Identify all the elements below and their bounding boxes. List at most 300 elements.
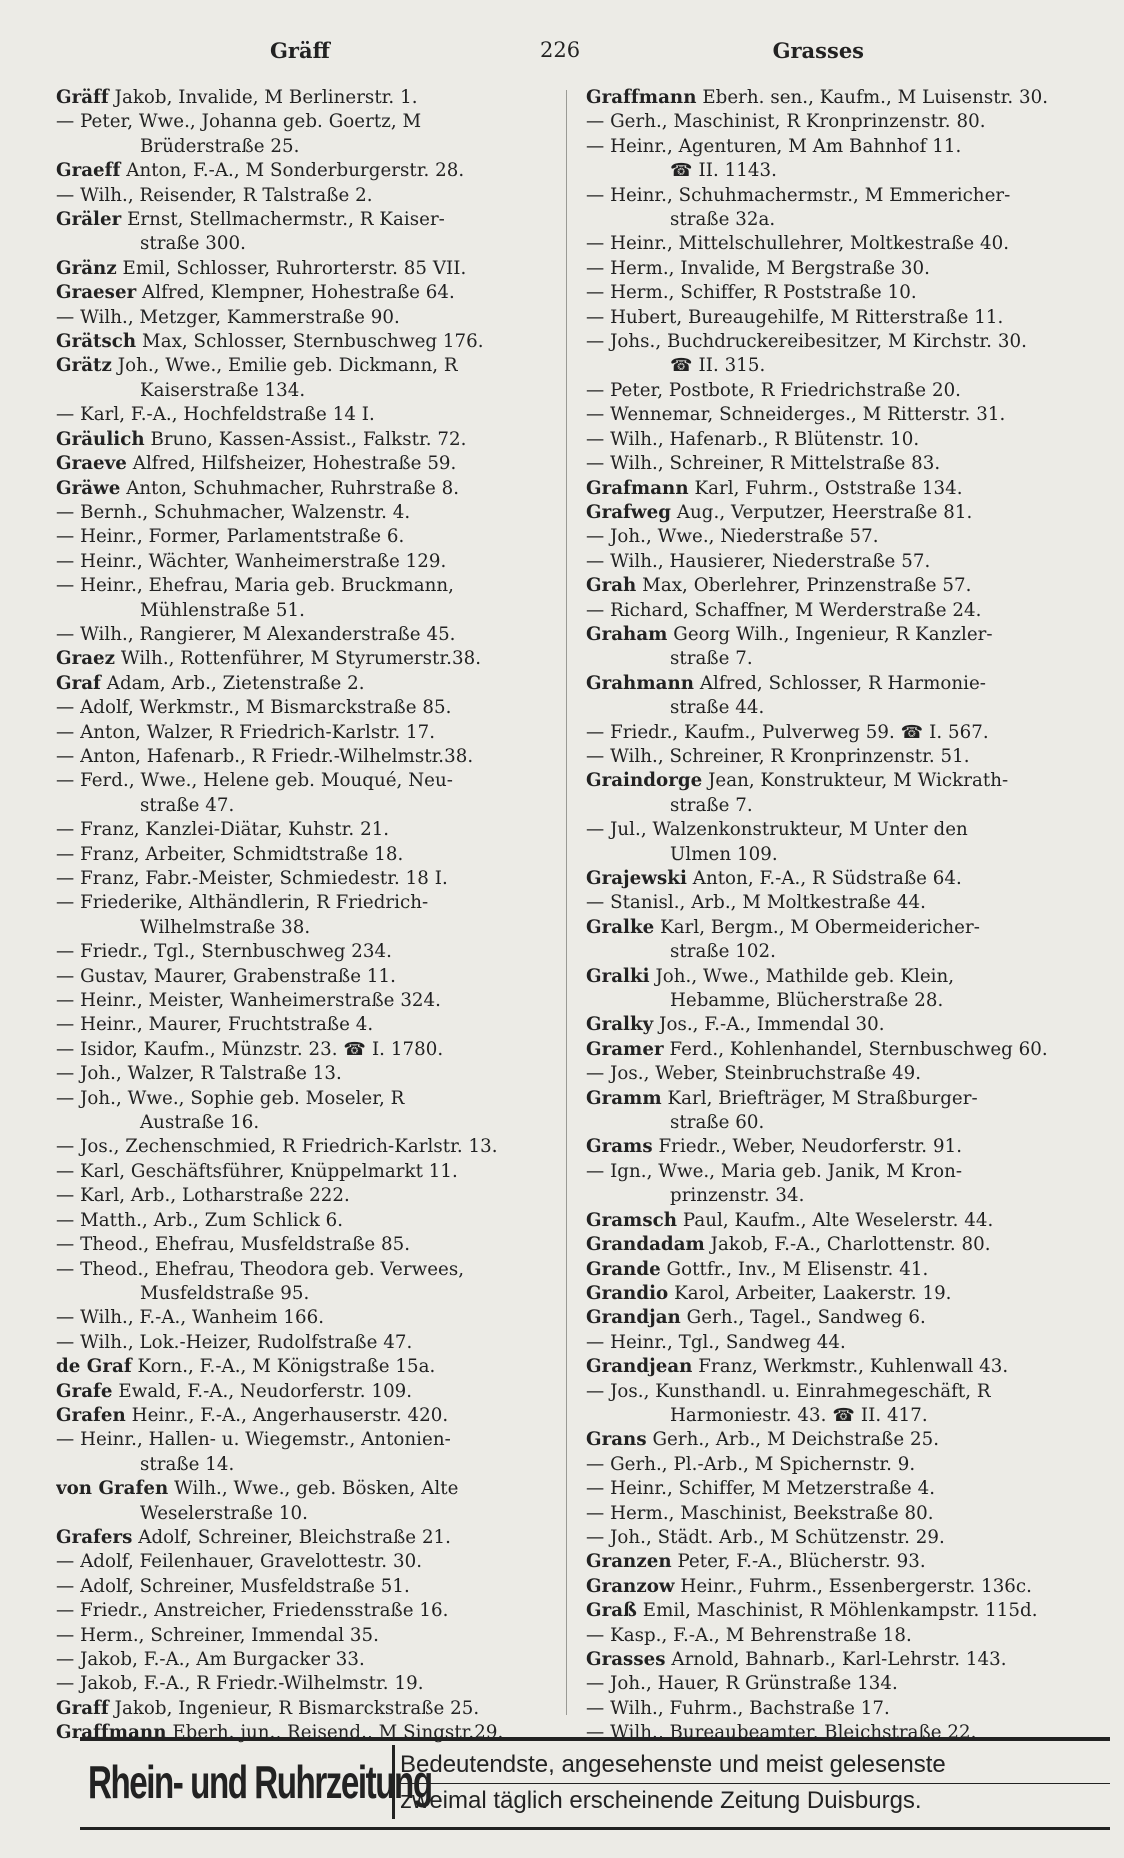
directory-entry — [56, 1697, 556, 1721]
directory-entry — [586, 1599, 1086, 1623]
directory-entry — [56, 647, 556, 671]
entry-surname: Gramer — [586, 1038, 664, 1060]
header-right-keyword: Grasses — [772, 38, 864, 63]
directory-entry — [56, 379, 556, 403]
entry-text: Alfred, Hilfsheizer, Hohestraße 59. — [126, 453, 457, 475]
entry-text: Emil, Maschinist, R Möhlenkampstr. 115d. — [636, 1600, 1038, 1622]
directory-entry — [586, 1624, 1086, 1648]
header-left-keyword: Gräff — [270, 38, 330, 63]
entry-surname: Gralki — [586, 965, 650, 987]
directory-entry — [586, 428, 1086, 452]
directory-entry — [586, 843, 1086, 867]
directory-entry — [586, 1526, 1086, 1550]
directory-entry — [586, 891, 1086, 915]
entry-text: — Adolf, Schreiner, Musfeldstraße 51. — [56, 1575, 410, 1597]
directory-entry — [56, 769, 556, 793]
directory-entry — [56, 306, 556, 330]
directory-entry — [586, 599, 1086, 623]
entry-text: Karol, Arbeiter, Laakerstr. 19. — [668, 1282, 952, 1304]
directory-entry — [586, 965, 1086, 989]
directory-entry — [56, 1038, 556, 1062]
entry-surname: Graham — [586, 623, 668, 645]
directory-entry — [56, 1380, 556, 1404]
entry-text: — Wilh., Reisender, R Talstraße 2. — [56, 184, 373, 206]
entry-text: Jean, Konstrukteur, M Wickrath- — [702, 770, 1009, 792]
entry-text: — Johs., Buchdruckereibesitzer, M Kirchstr. 30. — [586, 331, 1027, 353]
entry-text: Paul, Kaufm., Alte Weselerstr. 44. — [677, 1209, 994, 1231]
entry-text: — Ign., Wwe., Maria geb. Janik, M Kron- — [586, 1160, 963, 1182]
directory-entry — [586, 306, 1086, 330]
directory-entry — [56, 208, 556, 232]
entry-text: — Joh., Städt. Arb., M Schützenstr. 29. — [586, 1526, 945, 1548]
entry-text: — Heinr., Former, Parlamentstraße 6. — [56, 526, 405, 548]
entry-text: straße 60. — [670, 1112, 765, 1134]
directory-entry — [586, 281, 1086, 305]
directory-entry — [586, 769, 1086, 793]
entry-text: Max, Oberlehrer, Prinzenstraße 57. — [636, 575, 972, 597]
entry-text: — Franz, Kanzlei-Diätar, Kuhstr. 21. — [56, 819, 390, 841]
directory-entry — [56, 1087, 556, 1111]
entry-surname: Grafen — [56, 1404, 126, 1426]
directory-entry — [56, 1306, 556, 1330]
directory-entry — [56, 257, 556, 281]
directory-entry — [586, 379, 1086, 403]
entry-text: Gerh., Tagel., Sandweg 6. — [680, 1307, 926, 1329]
entry-surname: Graffmann — [586, 87, 697, 108]
entry-surname: Graeve — [56, 453, 127, 475]
directory-entry — [56, 989, 556, 1013]
entry-surname: Graf — [56, 672, 101, 694]
entry-text: — Jos., Kunsthandl. u. Einrahmegeschäft, R — [586, 1380, 991, 1402]
entry-text: Korn., F.-A., M Königstraße 15a. — [131, 1356, 436, 1378]
directory-entry — [56, 86, 556, 110]
directory-entry — [586, 1575, 1086, 1599]
entry-text: — Heinr., Schiffer, M Metzerstraße 4. — [586, 1478, 936, 1500]
directory-entry — [586, 1477, 1086, 1501]
entry-text: — Matth., Arb., Zum Schlick 6. — [56, 1209, 344, 1231]
directory-entry — [56, 745, 556, 769]
entry-text: Ulmen 109. — [670, 843, 778, 865]
entry-text: — Jos., Weber, Steinbruchstraße 49. — [586, 1063, 922, 1085]
directory-entry — [586, 110, 1086, 134]
directory-entry — [56, 1258, 556, 1282]
directory-entry — [586, 477, 1086, 501]
entry-text: — Heinr., Ehefrau, Maria geb. Bruckmann, — [56, 575, 454, 597]
directory-entry — [586, 672, 1086, 696]
entry-text: Wilh., Wwe., geb. Bösken, Alte — [168, 1478, 459, 1500]
entry-text: Anton, Schuhmacher, Ruhrstraße 8. — [120, 477, 460, 499]
directory-entry — [56, 843, 556, 867]
entry-text: — Richard, Schaffner, M Werderstraße 24. — [586, 599, 982, 621]
entry-text: — Herm., Invalide, M Bergstraße 30. — [586, 257, 930, 279]
directory-entry — [586, 647, 1086, 671]
entry-text: — Franz, Arbeiter, Schmidtstraße 18. — [56, 843, 404, 865]
directory-entry — [56, 965, 556, 989]
directory-entry — [56, 1575, 556, 1599]
directory-entry — [586, 1184, 1086, 1208]
directory-entry — [56, 794, 556, 818]
directory-entry — [56, 159, 556, 183]
entry-text: straße 44. — [670, 697, 765, 719]
entry-text: Joh., Wwe., Emilie geb. Dickmann, R — [111, 355, 458, 377]
entry-text: — Heinr., Schuhmachermstr., M Emmericher- — [586, 184, 1011, 206]
directory-entry — [56, 867, 556, 891]
directory-entry — [586, 916, 1086, 940]
entry-text: Anton, F.-A., M Sonderburgerstr. 28. — [120, 160, 465, 182]
entry-text: — Joh., Wwe., Sophie geb. Moseler, R — [56, 1087, 405, 1109]
directory-entry — [586, 1502, 1086, 1526]
entry-surname: Grafe — [56, 1380, 113, 1402]
directory-entry — [586, 1160, 1086, 1184]
directory-entry — [56, 1477, 556, 1501]
entry-text: — Jos., Zechenschmied, R Friedrich-Karlstr. 13. — [56, 1136, 498, 1158]
directory-entry — [56, 354, 556, 378]
entry-text: straße 14. — [140, 1453, 235, 1475]
directory-entry — [586, 1672, 1086, 1696]
directory-entry — [56, 501, 556, 525]
ad-slogan-line-2: zweimal täglich erscheinende Zeitung Duisburgs. — [400, 1787, 922, 1814]
directory-entry — [586, 184, 1086, 208]
entry-text: — Friedr., Tgl., Sternbuschweg 234. — [56, 941, 393, 963]
entry-surname: Graß — [586, 1600, 637, 1622]
entry-text: Gerh., Arb., M Deichstraße 25. — [646, 1429, 940, 1451]
entry-text: — Peter, Wwe., Johanna geb. Goertz, M — [56, 111, 422, 133]
entry-text: — Adolf, Feilenhauer, Gravelottestr. 30. — [56, 1551, 423, 1573]
entry-surname: Grandjan — [586, 1307, 681, 1329]
directory-entry — [56, 672, 556, 696]
directory-entry — [56, 1184, 556, 1208]
entry-surname: Grafmann — [586, 477, 689, 499]
directory-entry — [56, 477, 556, 501]
directory-entry — [56, 1648, 556, 1672]
entry-surname: de Graf — [56, 1356, 132, 1378]
entry-text: ☎ II. 1143. — [670, 160, 777, 182]
entry-surname: Graff — [56, 1697, 109, 1719]
entry-text: — Herm., Schreiner, Immendal 35. — [56, 1624, 380, 1646]
directory-entry — [56, 1135, 556, 1159]
directory-entry — [586, 354, 1086, 378]
entry-text: Joh., Wwe., Mathilde geb. Klein, — [649, 965, 955, 987]
entry-surname: Grätz — [56, 355, 112, 377]
entry-text: — Bernh., Schuhmacher, Walzenstr. 4. — [56, 501, 411, 523]
entry-surname: Graeff — [56, 160, 121, 182]
entry-text: Anton, F.-A., R Südstraße 64. — [686, 868, 962, 889]
entry-text: — Karl, Geschäftsführer, Knüppelmarkt 11. — [56, 1160, 458, 1182]
entry-surname: Grams — [586, 1136, 653, 1158]
entry-text: — Heinr., Hallen- u. Wiegemstr., Antonien- — [56, 1429, 451, 1451]
entry-text: Jos., F.-A., Immendal 30. — [653, 1014, 885, 1036]
directory-entry — [56, 1209, 556, 1233]
directory-entry — [586, 696, 1086, 720]
left-column — [56, 86, 556, 1746]
directory-entry — [586, 1135, 1086, 1159]
directory-entry — [56, 1331, 556, 1355]
entry-text: Georg Wilh., Ingenieur, R Kanzler- — [667, 623, 993, 645]
entry-text: Hebamme, Blücherstraße 28. — [670, 990, 944, 1012]
directory-entry — [56, 623, 556, 647]
entry-surname: Gräwe — [56, 477, 121, 499]
directory-entry — [56, 599, 556, 623]
entry-text: Adam, Arb., Zietenstraße 2. — [100, 672, 365, 694]
directory-entry — [56, 110, 556, 134]
entry-text: — Theod., Ehefrau, Theodora geb. Verwees, — [56, 1258, 465, 1280]
entry-text: Ernst, Stellmachermstr., R Kaiser- — [121, 209, 445, 231]
directory-entry — [56, 135, 556, 159]
directory-entry — [56, 1233, 556, 1257]
entry-text: — Friedr., Kaufm., Pulverweg 59. ☎ I. 567. — [586, 721, 989, 743]
entry-text: Ewald, F.-A., Neudorferstr. 109. — [112, 1380, 413, 1402]
directory-entry — [586, 1233, 1086, 1257]
directory-entry — [586, 525, 1086, 549]
directory-entry — [56, 574, 556, 598]
entry-surname: Graeser — [56, 282, 137, 304]
entry-text: — Karl, Arb., Lotharstraße 222. — [56, 1185, 350, 1207]
directory-entry — [56, 940, 556, 964]
entry-text: ☎ II. 315. — [670, 355, 766, 377]
directory-entry — [586, 940, 1086, 964]
directory-entry — [586, 501, 1086, 525]
entry-text: — Heinr., Mittelschullehrer, Moltkestraße 40. — [586, 233, 1010, 255]
entry-text: — Gerh., Maschinist, R Kronprinzenstr. 80. — [586, 111, 986, 133]
entry-text: — Joh., Hauer, R Grünstraße 134. — [586, 1673, 898, 1695]
entry-text: — Stanisl., Arb., M Moltkestraße 44. — [586, 892, 926, 914]
ad-slogan-line-1: Bedeutendste, angesehenste und meist gelesenste — [400, 1751, 1110, 1784]
entry-text: Peter, F.-A., Blücherstr. 93. — [671, 1551, 926, 1573]
entry-surname: Gramm — [586, 1087, 662, 1109]
entry-text: — Wilh., F.-A., Wanheim 166. — [56, 1307, 325, 1329]
page-header — [70, 38, 1064, 72]
directory-entry — [56, 916, 556, 940]
entry-text: straße 7. — [670, 648, 753, 670]
entry-text: Jakob, Invalide, M Berlinerstr. 1. — [108, 87, 418, 108]
directory-entry — [586, 550, 1086, 574]
directory-entry — [56, 1282, 556, 1306]
directory-entry — [56, 1428, 556, 1452]
entry-surname: Granzow — [586, 1575, 675, 1597]
entry-surname: Gräff — [56, 87, 109, 108]
entry-surname: Grah — [586, 575, 637, 597]
entry-surname: Grajewski — [586, 868, 687, 889]
entry-text: — Wilh., Schreiner, R Mittelstraße 83. — [586, 453, 941, 475]
directory-entry — [56, 721, 556, 745]
entry-text: Heinr., Fuhrm., Essenbergerstr. 136c. — [674, 1575, 1032, 1597]
directory-entry — [586, 1380, 1086, 1404]
entry-text: Jakob, Ingenieur, R Bismarckstraße 25. — [108, 1697, 480, 1719]
directory-entry — [56, 525, 556, 549]
directory-entry — [586, 745, 1086, 769]
directory-entry — [56, 696, 556, 720]
entry-text: — Heinr., Agenturen, M Am Bahnhof 11. — [586, 135, 962, 157]
entry-text: Gottfr., Inv., M Elisenstr. 41. — [660, 1258, 929, 1280]
entry-surname: Grande — [586, 1258, 661, 1280]
directory-entry — [56, 1111, 556, 1135]
entry-text: Bruno, Kassen-Assist., Falkstr. 72. — [144, 428, 467, 450]
directory-entry — [586, 1404, 1086, 1428]
directory-entry — [56, 1624, 556, 1648]
directory-entry — [56, 1526, 556, 1550]
directory-entry — [56, 1062, 556, 1086]
entry-text: — Gustav, Maurer, Grabenstraße 11. — [56, 965, 396, 987]
entry-text: Arnold, Bahnarb., Karl-Lehrstr. 143. — [665, 1649, 1007, 1670]
directory-entry — [56, 1550, 556, 1574]
directory-entry — [586, 257, 1086, 281]
directory-entry — [586, 1209, 1086, 1233]
directory-entry — [56, 232, 556, 256]
entry-text: — Wilh., Fuhrm., Bachstraße 17. — [586, 1697, 890, 1719]
directory-entry — [586, 1550, 1086, 1574]
entry-surname: Grasses — [586, 1649, 666, 1670]
entry-text: — Friederike, Althändlerin, R Friedrich- — [56, 892, 429, 914]
entry-text: — Heinr., Tgl., Sandweg 44. — [586, 1331, 846, 1353]
directory-entry — [586, 1331, 1086, 1355]
directory-entry — [586, 208, 1086, 232]
entry-text: prinzenstr. 34. — [670, 1185, 805, 1207]
entry-text: Karl, Briefträger, M Straßburger- — [661, 1087, 978, 1109]
entry-text: Jakob, F.-A., Charlottenstr. 80. — [704, 1234, 991, 1256]
entry-text: — Ferd., Wwe., Helene geb. Mouqué, Neu- — [56, 770, 453, 792]
entry-text: — Jakob, F.-A., Am Burgacker 33. — [56, 1649, 365, 1670]
entry-surname: Grans — [586, 1429, 647, 1451]
entry-text: straße 300. — [140, 233, 246, 255]
right-column — [586, 86, 1086, 1746]
entry-text: Ferd., Kohlenhandel, Sternbuschweg 60. — [663, 1038, 1048, 1060]
directory-entry — [586, 330, 1086, 354]
entry-text: Wilh., Rottenführer, M Styrumerstr.38. — [115, 648, 482, 670]
entry-text: straße 32a. — [670, 209, 776, 231]
entry-text: Eberh. sen., Kaufm., M Luisenstr. 30. — [696, 87, 1049, 108]
entry-surname: Graffmann — [56, 1722, 167, 1744]
entry-surname: von Grafen — [56, 1478, 169, 1500]
directory-entry — [56, 1404, 556, 1428]
entry-text: straße 7. — [670, 794, 753, 816]
directory-entry — [56, 818, 556, 842]
entry-text: — Wilh., Schreiner, R Kronprinzenstr. 51. — [586, 745, 970, 767]
entry-text: — Heinr., Wächter, Wanheimerstraße 129. — [56, 550, 447, 572]
entry-text: — Gerh., Pl.-Arb., M Spichernstr. 9. — [586, 1453, 916, 1475]
entry-surname: Grandio — [586, 1282, 669, 1304]
directory-entry — [56, 452, 556, 476]
directory-entry — [56, 184, 556, 208]
directory-entry — [56, 1599, 556, 1623]
entry-text: Brüderstraße 25. — [140, 135, 300, 157]
directory-entry — [586, 721, 1086, 745]
directory-entry — [56, 330, 556, 354]
entry-text: — Jul., Walzenkonstrukteur, M Unter den — [586, 819, 968, 841]
entry-text: Alfred, Schlosser, R Harmonie- — [694, 672, 986, 694]
entry-text: — Hubert, Bureaugehilfe, M Ritterstraße 11. — [586, 306, 1004, 328]
entry-text: — Karl, F.-A., Hochfeldstraße 14 I. — [56, 404, 375, 426]
entry-text: — Heinr., Meister, Wanheimerstraße 324. — [56, 990, 442, 1012]
entry-text: Karl, Bergm., M Obermeidericher- — [654, 916, 980, 938]
entry-text: Eberh. jun., Reisend., M Singstr.29. — [166, 1722, 504, 1744]
entry-text: — Wilh., Lok.-Heizer, Rudolfstraße 47. — [56, 1331, 413, 1353]
entry-text: Max, Schlosser, Sternbuschweg 176. — [136, 331, 484, 353]
entry-text: Mühlenstraße 51. — [140, 599, 305, 621]
entry-text: — Isidor, Kaufm., Münzstr. 23. ☎ I. 1780. — [56, 1038, 444, 1060]
entry-text: straße 47. — [140, 794, 235, 816]
entry-text: — Theod., Ehefrau, Musfeldstraße 85. — [56, 1234, 411, 1256]
entry-text: — Herm., Schiffer, R Poststraße 10. — [586, 282, 917, 304]
directory-entry — [586, 867, 1086, 891]
directory-entry — [586, 1428, 1086, 1452]
directory-entry — [56, 550, 556, 574]
directory-entry — [586, 1062, 1086, 1086]
directory-entry — [586, 989, 1086, 1013]
entry-surname: Graez — [56, 648, 116, 670]
directory-entry — [586, 86, 1086, 110]
directory-entry — [56, 428, 556, 452]
directory-entry — [56, 1502, 556, 1526]
directory-entry — [586, 1111, 1086, 1135]
ad-divider — [392, 1745, 395, 1819]
entry-text: — Anton, Hafenarb., R Friedr.-Wilhelmstr.38. — [56, 745, 474, 767]
entry-surname: Grahmann — [586, 672, 694, 694]
entry-text: — Anton, Walzer, R Friedrich-Karlstr. 17. — [56, 721, 436, 743]
entry-text: — Heinr., Maurer, Fruchtstraße 4. — [56, 1014, 374, 1036]
ad-title: Rhein- und Ruhrzeitung — [88, 1756, 432, 1808]
directory-entry — [586, 794, 1086, 818]
directory-entry — [56, 1453, 556, 1477]
entry-text: — Wilh., Bureaubeamter, Bleichstraße 22. — [586, 1722, 977, 1744]
entry-text: — Jakob, F.-A., R Friedr.-Wilhelmstr. 19. — [56, 1673, 424, 1695]
entry-surname: Gräler — [56, 209, 122, 231]
entry-text: — Wilh., Hafenarb., R Blütenstr. 10. — [586, 428, 920, 450]
entry-text: Austraße 16. — [140, 1112, 260, 1134]
directory-entry — [586, 623, 1086, 647]
entry-text: Kaiserstraße 134. — [140, 379, 306, 401]
directory-entry — [586, 135, 1086, 159]
directory-entry — [586, 1697, 1086, 1721]
directory-entry — [586, 1013, 1086, 1037]
entry-text: Musfeldstraße 95. — [140, 1282, 310, 1304]
directory-entry — [586, 1282, 1086, 1306]
entry-text: Heinr., F.-A., Angerhauserstr. 420. — [125, 1404, 449, 1426]
entry-text: Adolf, Schreiner, Bleichstraße 21. — [132, 1526, 452, 1548]
directory-entry — [586, 1258, 1086, 1282]
directory-entry — [586, 1038, 1086, 1062]
entry-text: Franz, Werkmstr., Kuhlenwall 43. — [692, 1356, 1009, 1378]
entry-text: straße 102. — [670, 941, 776, 963]
entry-text: — Peter, Postbote, R Friedrichstraße 20. — [586, 379, 962, 401]
entry-text: Friedr., Weber, Neudorferstr. 91. — [652, 1136, 963, 1158]
directory-entry — [56, 403, 556, 427]
entry-surname: Grandjean — [586, 1356, 693, 1378]
directory-entry — [56, 1672, 556, 1696]
entry-text: Wilhelmstraße 38. — [140, 916, 311, 938]
entry-text: Harmoniestr. 43. ☎ II. 417. — [670, 1404, 928, 1426]
entry-surname: Gramsch — [586, 1209, 678, 1231]
entry-surname: Granzen — [586, 1551, 672, 1573]
entry-text: Aug., Verputzer, Heerstraße 81. — [671, 501, 973, 523]
directory-entry — [586, 1453, 1086, 1477]
entry-surname: Gränz — [56, 257, 117, 279]
entry-text: Alfred, Klempner, Hohestraße 64. — [136, 282, 455, 304]
entry-text: Emil, Schlosser, Ruhrorterstr. 85 VII. — [116, 257, 467, 279]
entry-text: — Joh., Walzer, R Talstraße 13. — [56, 1063, 342, 1085]
directory-entry — [586, 818, 1086, 842]
entry-text: Karl, Fuhrm., Oststraße 134. — [688, 477, 963, 499]
directory-entry — [56, 1160, 556, 1184]
directory-entry — [586, 403, 1086, 427]
entry-text: — Franz, Fabr.-Meister, Schmiedestr. 18 I. — [56, 868, 448, 889]
entry-text: — Kasp., F.-A., M Behrenstraße 18. — [586, 1624, 912, 1646]
directory-entry — [56, 891, 556, 915]
directory-entry — [586, 159, 1086, 183]
entry-text: Weselerstraße 10. — [140, 1502, 308, 1524]
directory-entry — [586, 1355, 1086, 1379]
entry-surname: Gralke — [586, 916, 655, 938]
directory-entry — [586, 1306, 1086, 1330]
